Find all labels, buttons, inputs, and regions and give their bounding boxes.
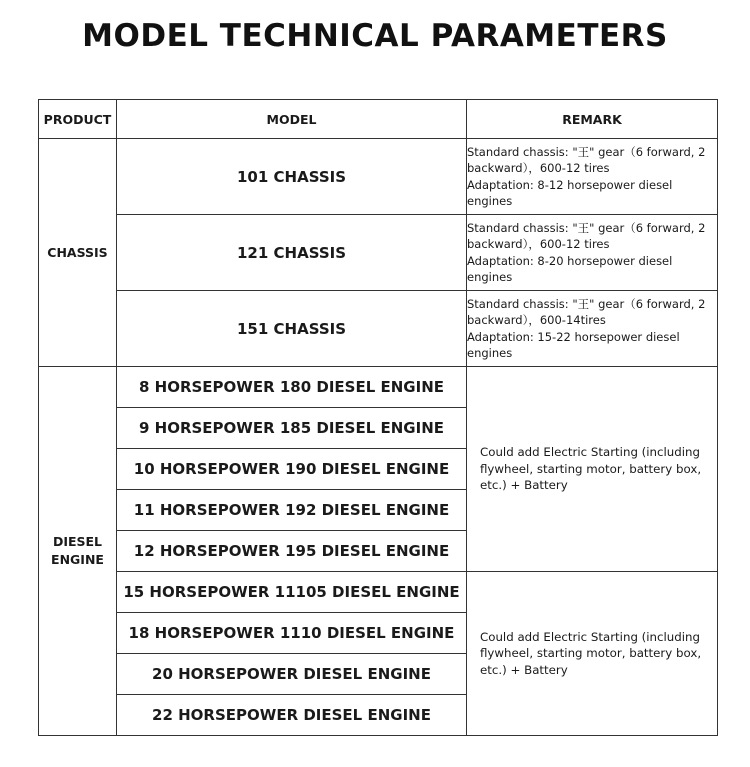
remark-cell: [467, 139, 718, 215]
page-title: MODEL TECHNICAL PARAMETERS: [82, 18, 668, 54]
model-cell: 8 HORSEPOWER 180 DIESEL ENGINE: [117, 367, 467, 408]
model-cell: 11 HORSEPOWER 192 DIESEL ENGINE: [117, 490, 467, 531]
remark-cell: Could add Electric Starting (including flywheel, starting motor, battery box, etc.) + Battery: [467, 572, 718, 736]
remark-adaptation: Adaptation: 15-22 horsepower diesel engines: [467, 329, 680, 360]
product-diesel-engine: [39, 367, 117, 736]
model-cell: 121 CHASSIS: [117, 215, 467, 291]
table-row: [39, 291, 718, 367]
table-row: [39, 367, 718, 408]
remark-cell: Could add Electric Starting (including flywheel, starting motor, battery box, etc.) + Battery: [467, 367, 718, 572]
model-cell: 10 HORSEPOWER 190 DIESEL ENGINE: [117, 449, 467, 490]
table-row: [39, 572, 718, 613]
header-product: PRODUCT: [39, 100, 117, 139]
model-cell: 101 CHASSIS: [117, 139, 467, 215]
remark-standard: Standard chassis: "王" gear（6 forward, 2 backward），600-12 tires: [467, 144, 706, 175]
product-chassis: CHASSIS: [39, 139, 117, 367]
header-model: MODEL: [117, 100, 467, 139]
header-remark: REMARK: [467, 100, 718, 139]
model-cell: 15 HORSEPOWER 11105 DIESEL ENGINE: [117, 572, 467, 613]
model-cell: 9 HORSEPOWER 185 DIESEL ENGINE: [117, 408, 467, 449]
table-row: [39, 139, 718, 215]
table-header-row: [39, 100, 718, 139]
model-cell: 18 HORSEPOWER 1110 DIESEL ENGINE: [117, 613, 467, 654]
remark-standard: Standard chassis: "王" gear（6 forward, 2 backward），600-14tires: [467, 296, 706, 327]
model-cell: 22 HORSEPOWER DIESEL ENGINE: [117, 695, 467, 736]
remark-adaptation: Adaptation: 8-12 horsepower diesel engines: [467, 177, 673, 208]
remark-cell: [467, 215, 718, 291]
product-label-line1: DIESEL: [52, 534, 103, 549]
table-row: [39, 215, 718, 291]
remark-adaptation: Adaptation: 8-20 horsepower diesel engines: [467, 253, 673, 284]
model-cell: 12 HORSEPOWER 195 DIESEL ENGINE: [117, 531, 467, 572]
model-cell: 20 HORSEPOWER DIESEL ENGINE: [117, 654, 467, 695]
parameters-table: [38, 99, 718, 736]
remark-cell: [467, 291, 718, 367]
model-cell: 151 CHASSIS: [117, 291, 467, 367]
product-label-line2: ENGINE: [51, 552, 104, 567]
remark-standard: Standard chassis: "王" gear（6 forward, 2 backward），600-12 tires: [467, 220, 706, 251]
